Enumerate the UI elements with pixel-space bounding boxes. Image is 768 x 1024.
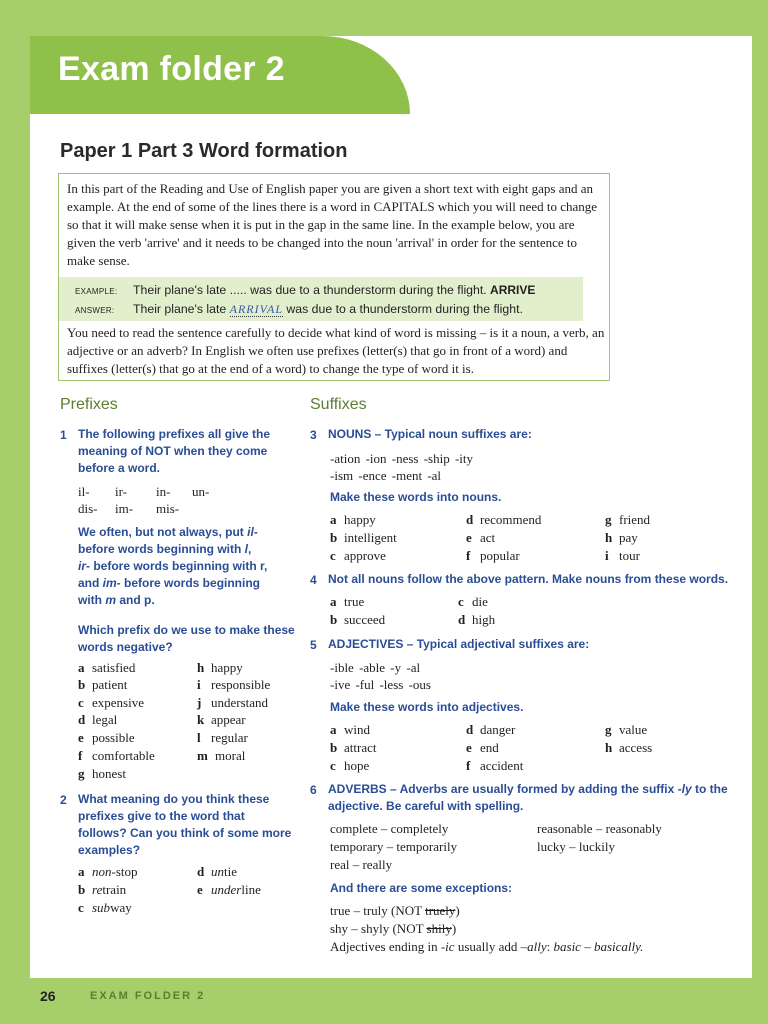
prefix-note: We often, but not always, put il- before words beginning with l, ir- before words beginning with r, and im- before words beginning with m and p. (78, 525, 268, 607)
exception-line-3: Adjectives ending in -ic usually add –ally: basic – basically. (330, 939, 644, 954)
list-item: a non-stop (78, 864, 138, 879)
list-item: c die (458, 594, 488, 609)
adj-suffix-row-1: -ible -able -y -al (330, 660, 421, 675)
list-item: c subway (78, 900, 132, 915)
prefix-row-2: dis- im- mis- (78, 501, 180, 516)
exception-line-2: shy – shyly (NOT shily) (330, 921, 457, 936)
question-3-instruction: Make these words into nouns. (330, 490, 502, 504)
list-item: d untie (197, 864, 237, 879)
list-item: e underline (197, 882, 261, 897)
list-item: h access (605, 740, 653, 755)
list-item: h happy (197, 660, 243, 675)
list-item: a satisfied (78, 660, 136, 675)
answer-key: ANSWER: (75, 306, 115, 315)
question-number-6: 6 (310, 783, 317, 797)
answer-post: was due to a thunderstorm during the flight. (286, 302, 523, 316)
answer-pre: Their plane's late (133, 302, 227, 316)
list-item: i responsible (197, 677, 271, 692)
example-line (75, 283, 535, 297)
list-item: i tour (605, 548, 640, 563)
list-item: d danger (466, 722, 516, 737)
answer-handwriting: ARRIVAL (229, 302, 284, 316)
question-1-text: The following prefixes all give the meaning of NOT when they come before a word. (78, 427, 271, 475)
list-item: b retrain (78, 882, 127, 897)
exceptions-title: And there are some exceptions: (330, 881, 513, 895)
section-heading: Paper 1 Part 3 Word formation (60, 140, 348, 162)
adj-suffix-row-2: -ive -ful -less -ous (330, 677, 431, 692)
prefix-row-1: il- ir- in- un- (78, 484, 210, 499)
list-item: c expensive (78, 695, 144, 710)
list-item: e act (466, 530, 496, 545)
list-item: f popular (466, 548, 520, 563)
question-5-instruction: Make these words into adjectives. (330, 700, 524, 714)
answer-line (75, 302, 523, 317)
prefixes-heading: Prefixes (60, 396, 118, 413)
question-number-2: 2 (60, 793, 67, 807)
question-2-text: What meaning do you think these prefixes give to the word that follows? Can you think of some more examples? (78, 792, 292, 857)
adverb-pair: complete – completely (330, 821, 449, 836)
list-item: m moral (197, 748, 246, 763)
suffixes-heading: Suffixes (310, 396, 367, 413)
list-item: a true (330, 594, 365, 609)
list-item: e end (466, 740, 499, 755)
list-item: d high (458, 612, 496, 627)
list-item: a wind (330, 722, 370, 737)
question-4-title: Not all nouns follow the above pattern. Make nouns from these words. (328, 572, 729, 586)
question-5-title: ADJECTIVES – Typical adjectival suffixes are: (328, 637, 590, 651)
list-item: g value (605, 722, 648, 737)
list-item: b attract (330, 740, 377, 755)
list-item: l regular (197, 730, 248, 745)
list-item: j understand (197, 695, 269, 710)
question-3-title: NOUNS – Typical noun suffixes are: (328, 427, 532, 441)
adverb-pair: temporary – temporarily (330, 839, 458, 854)
example-key: EXAMPLE: (75, 287, 118, 296)
page-title: Exam folder 2 (58, 50, 285, 88)
list-item: h pay (605, 530, 638, 545)
list-item: c approve (330, 548, 386, 563)
noun-suffix-row-2: -ism -ence -ment -al (330, 468, 442, 483)
list-item: f comfortable (78, 748, 155, 763)
question-number-1: 1 (60, 428, 67, 442)
question-number-5: 5 (310, 638, 317, 652)
list-item: g honest (78, 766, 126, 781)
list-item: d recommend (466, 512, 542, 527)
question-1b-text: Which prefix do we use to make these words negative? (78, 623, 295, 654)
list-item: c hope (330, 758, 370, 773)
question-number-3: 3 (310, 428, 317, 442)
right-band (752, 0, 768, 1024)
list-item: g friend (605, 512, 651, 527)
example-word: ARRIVE (490, 283, 536, 297)
noun-suffix-row-1: -ation -ion -ness -ship -ity (330, 451, 474, 466)
adverb-pair: real – really (330, 857, 393, 872)
list-item: b succeed (330, 612, 386, 627)
intro-paragraph-2: You need to read the sentence carefully to decide what kind of word is missing – is it a noun, a verb, an adjective or an adverb? In English we often use prefixes (letter(s) that go in front of a word) and suffixes (letter(s) that go at the end of a word) to change the type of word it is. (67, 325, 605, 376)
list-item: b intelligent (330, 530, 397, 545)
intro-box (58, 173, 610, 381)
intro-paragraph: In this part of the Reading and Use of English paper you are given a short text with eight gaps and an example. At the end of some of the lines there is a word in CAPITALS which you will need to change so that it will make sense when it is put in the gap in the same line. In the example below, you are given the verb 'arrive' and it needs to be changed into the noun 'arrival' in order for the sentence to make sense. (67, 181, 598, 268)
question-number-4: 4 (310, 573, 317, 587)
list-item: b patient (78, 677, 128, 692)
page-number: 26 (40, 988, 56, 1004)
exception-line-1: true – truly (NOT truely) (330, 903, 460, 918)
list-item: f accident (466, 758, 524, 773)
adverb-pair: lucky – luckily (537, 839, 615, 854)
left-band (0, 0, 30, 1024)
folio-label: EXAM FOLDER 2 (90, 990, 206, 1002)
question-6-title: ADVERBS – Adverbs are usually formed by adding the suffix -ly to the adjective. Be careful with spelling. (328, 782, 728, 813)
adverb-pair: reasonable – reasonably (537, 821, 662, 836)
list-item: d legal (78, 712, 118, 727)
list-item: e possible (78, 730, 135, 745)
example-text: Their plane's late ..... was due to a thunderstorm during the flight. (133, 283, 487, 297)
top-band (0, 0, 768, 36)
example-box (59, 277, 583, 321)
list-item: a happy (330, 512, 376, 527)
list-item: k appear (197, 712, 246, 727)
